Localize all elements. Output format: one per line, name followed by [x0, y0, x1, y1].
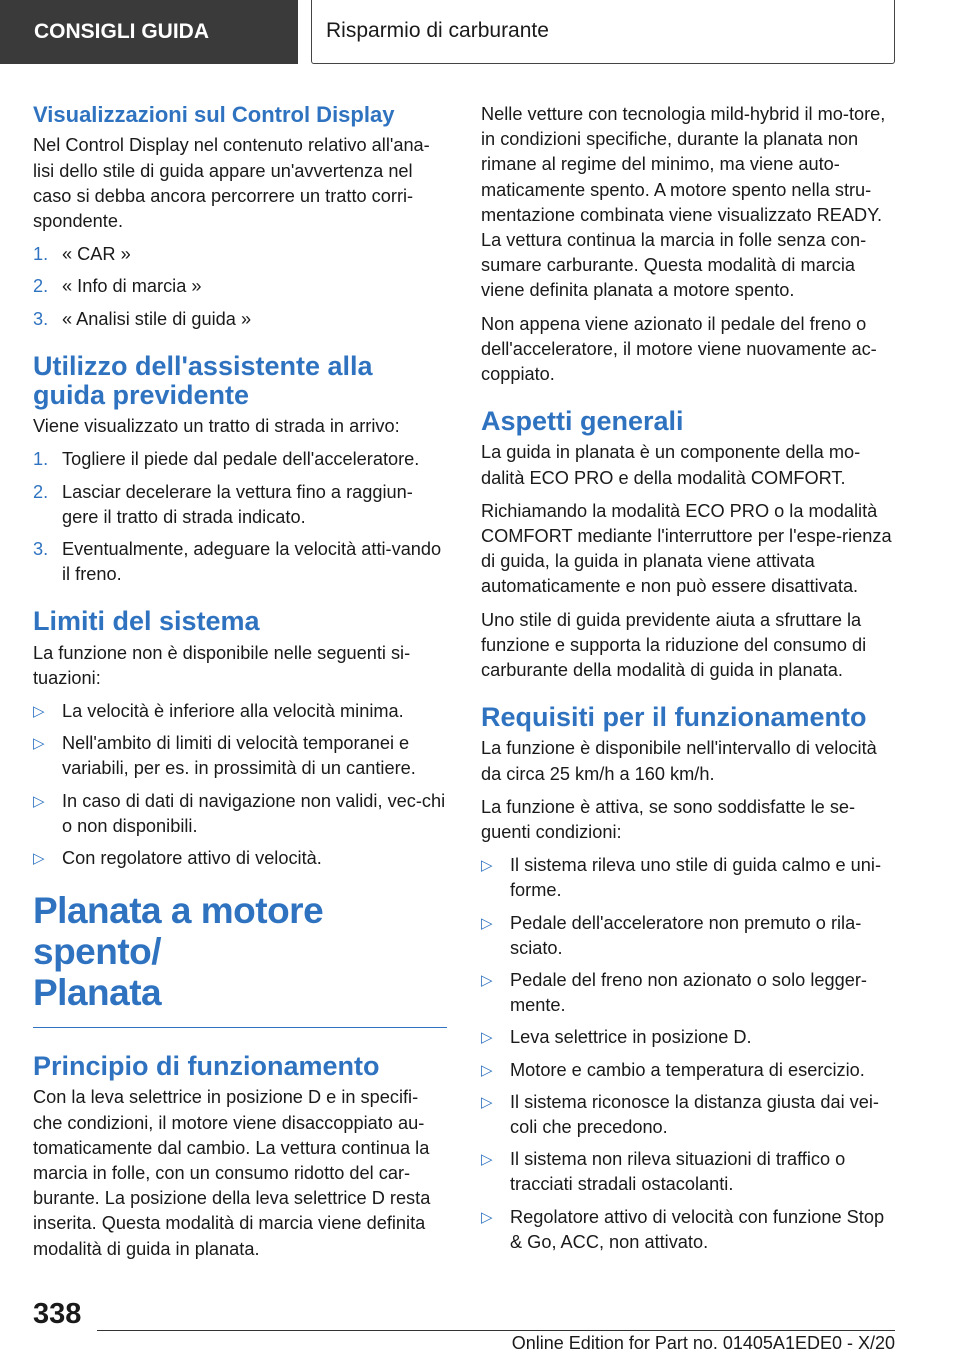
list-item: ▷ Nell'ambito di limiti di velocità temporanei e variabili, per es. in prossimità di un cantiere.: [33, 733, 416, 779]
chapter-divider: [33, 1027, 447, 1028]
section-limits: [33, 607, 447, 871]
paragraph: Con la leva selettrice in posizione D e in specifi-che condizioni, il motore viene disaccoppiato au-tomaticamente dal cambio. La vettura continua la marcia in folle, con un consumo ridotto del car-burante. La posizione della leva selettrice D resta inserita. Questa modalità di marcia viene definita modalità di guida in planata.: [33, 1087, 431, 1259]
section-assist: [33, 352, 447, 588]
paragraph: Richiamando la modalità ECO PRO o la modalità COMFORT mediante l'interruttore per l'espe-rienza di guida, la guida in planata viene attivata automaticamente e non può essere disattivata.: [481, 500, 892, 597]
triangle-bullet-icon: ▷: [481, 1093, 493, 1111]
list-item: ▷ Il sistema non rileva situazioni di traffico o tracciati stradali ostacolanti.: [481, 1149, 846, 1195]
paragraph: Viene visualizzato un tratto di strada in arrivo:: [33, 416, 400, 437]
triangle-bullet-icon: ▷: [481, 857, 493, 875]
chapter-title: Planata a motore spento/ Planata: [33, 890, 324, 1013]
list-item: ▷ Pedale dell'acceleratore non premuto o rila-sciato.: [481, 912, 862, 958]
triangle-bullet-icon: ▷: [481, 914, 493, 932]
limits-list: [33, 699, 447, 871]
paragraph: Uno stile di guida previdente aiuta a sfruttare la funzione e supporta la riduzione del consumo di carburante della modalità di guida in planata.: [481, 609, 867, 681]
triangle-bullet-icon: ▷: [33, 849, 45, 867]
list-item: ▷ Motore e cambio a temperatura di esercizio.: [481, 1058, 895, 1083]
step-number: 1.: [33, 449, 49, 470]
list-item: 1. « CAR »: [33, 242, 447, 267]
section-general: [481, 407, 895, 683]
step-number: 3.: [33, 308, 49, 329]
steps-display: [33, 242, 447, 332]
list-item: 2. Lasciar decelerare la vettura fino a raggiun-gere il tratto di strada indicato.: [33, 481, 413, 527]
paragraph: La guida in planata è un componente della mo-dalità ECO PRO e della modalità COMFORT.: [481, 442, 861, 488]
triangle-bullet-icon: ▷: [481, 1061, 493, 1079]
triangle-bullet-icon: ▷: [33, 735, 45, 753]
section-display: [33, 102, 447, 332]
triangle-bullet-icon: ▷: [33, 792, 45, 810]
step-number: 3.: [33, 538, 49, 559]
heading-principle: Principio di funzionamento: [33, 1051, 380, 1082]
list-item: ▷ Il sistema riconosce la distanza giusta dai vei-coli che precedono.: [481, 1091, 879, 1138]
page-number: 338: [33, 1298, 82, 1330]
heading-general: Aspetti generali: [481, 406, 684, 437]
footer-divider: [97, 1330, 895, 1331]
step-number: 2.: [33, 276, 49, 297]
triangle-bullet-icon: ▷: [481, 1151, 493, 1169]
triangle-bullet-icon: ▷: [481, 1029, 493, 1047]
list-item: ▷ La velocità è inferiore alla velocità minima.: [33, 699, 447, 724]
heading-limits: Limiti del sistema: [33, 606, 260, 637]
left-column: [33, 102, 447, 1282]
triangle-bullet-icon: ▷: [481, 1208, 493, 1226]
section-principle: [33, 1052, 447, 1262]
paragraph: Non appena viene azionato il pedale del freno o dell'acceleratore, il motore viene nuovamente ac-coppiato.: [481, 313, 877, 385]
paragraph: La funzione non è disponibile nelle seguenti si-tuazioni:: [33, 642, 411, 688]
heading-assist: Utilizzo dell'assistente alla guida previdente: [33, 350, 373, 410]
list-item: 3. Eventualmente, adeguare la velocità atti-vando il freno.: [33, 538, 442, 585]
paragraph: La funzione è disponibile nell'intervallo di velocità da circa 25 km/h a 160 km/h.: [481, 738, 877, 784]
chapter-tab: CONSIGLI GUIDA: [0, 0, 298, 64]
paragraph: Nelle vetture con tecnologia mild-hybrid il mo-tore, in condizioni specifiche, durante la planata non rimane al regime del minimo, ma viene auto-maticamente spento. A motore spento nella stru-mentazione combinata viene visualizzato READY. La vettura continua la marcia in folle senza con-sumare carburante. Questa modalità di marcia viene definita planata a motore spento.: [481, 104, 886, 301]
list-item: 1. Togliere il piede dal pedale dell'acceleratore.: [33, 447, 447, 472]
list-item: 3. « Analisi stile di guida »: [33, 307, 447, 332]
step-number: 2.: [33, 481, 49, 502]
section-requirements: [481, 703, 895, 1255]
paragraph: Nel Control Display nel contenuto relativo all'ana-lisi dello stile di guida appare un'avvertenza nel caso si debba ancora percorrere un tratto corri-spondente.: [33, 135, 430, 231]
triangle-bullet-icon: ▷: [33, 702, 45, 720]
list-item: 2. « Info di marcia »: [33, 274, 447, 299]
list-item: ▷ Leva selettrice in posizione D.: [481, 1025, 895, 1050]
requirements-list: [481, 853, 895, 1255]
heading-requirements: Requisiti per il funzionamento: [481, 702, 867, 733]
step-number: 1.: [33, 244, 49, 265]
list-item: ▷ Pedale del freno non azionato o solo legger-mente.: [481, 970, 867, 1016]
list-item: ▷ Il sistema rileva uno stile di guida calmo e uni-forme.: [481, 855, 881, 901]
list-item: ▷ Regolatore attivo di velocità con funzione Stop & Go, ACC, non attivato.: [481, 1206, 885, 1252]
steps-assist: [33, 447, 447, 587]
paragraph: La funzione è attiva, se sono soddisfatte le se-guenti condizioni:: [481, 796, 856, 842]
section-title: Risparmio di carburante: [311, 0, 895, 64]
footer-edition: Online Edition for Part no. 01405A1EDE0 - X/20: [511, 1333, 895, 1353]
triangle-bullet-icon: ▷: [481, 972, 493, 989]
heading-display: Visualizzazioni sul Control Display: [33, 102, 395, 127]
list-item: ▷ In caso di dati di navigazione non validi, vec-chi o non disponibili.: [33, 790, 446, 836]
right-column: [481, 102, 895, 1275]
list-item: ▷ Con regolatore attivo di velocità.: [33, 846, 447, 871]
